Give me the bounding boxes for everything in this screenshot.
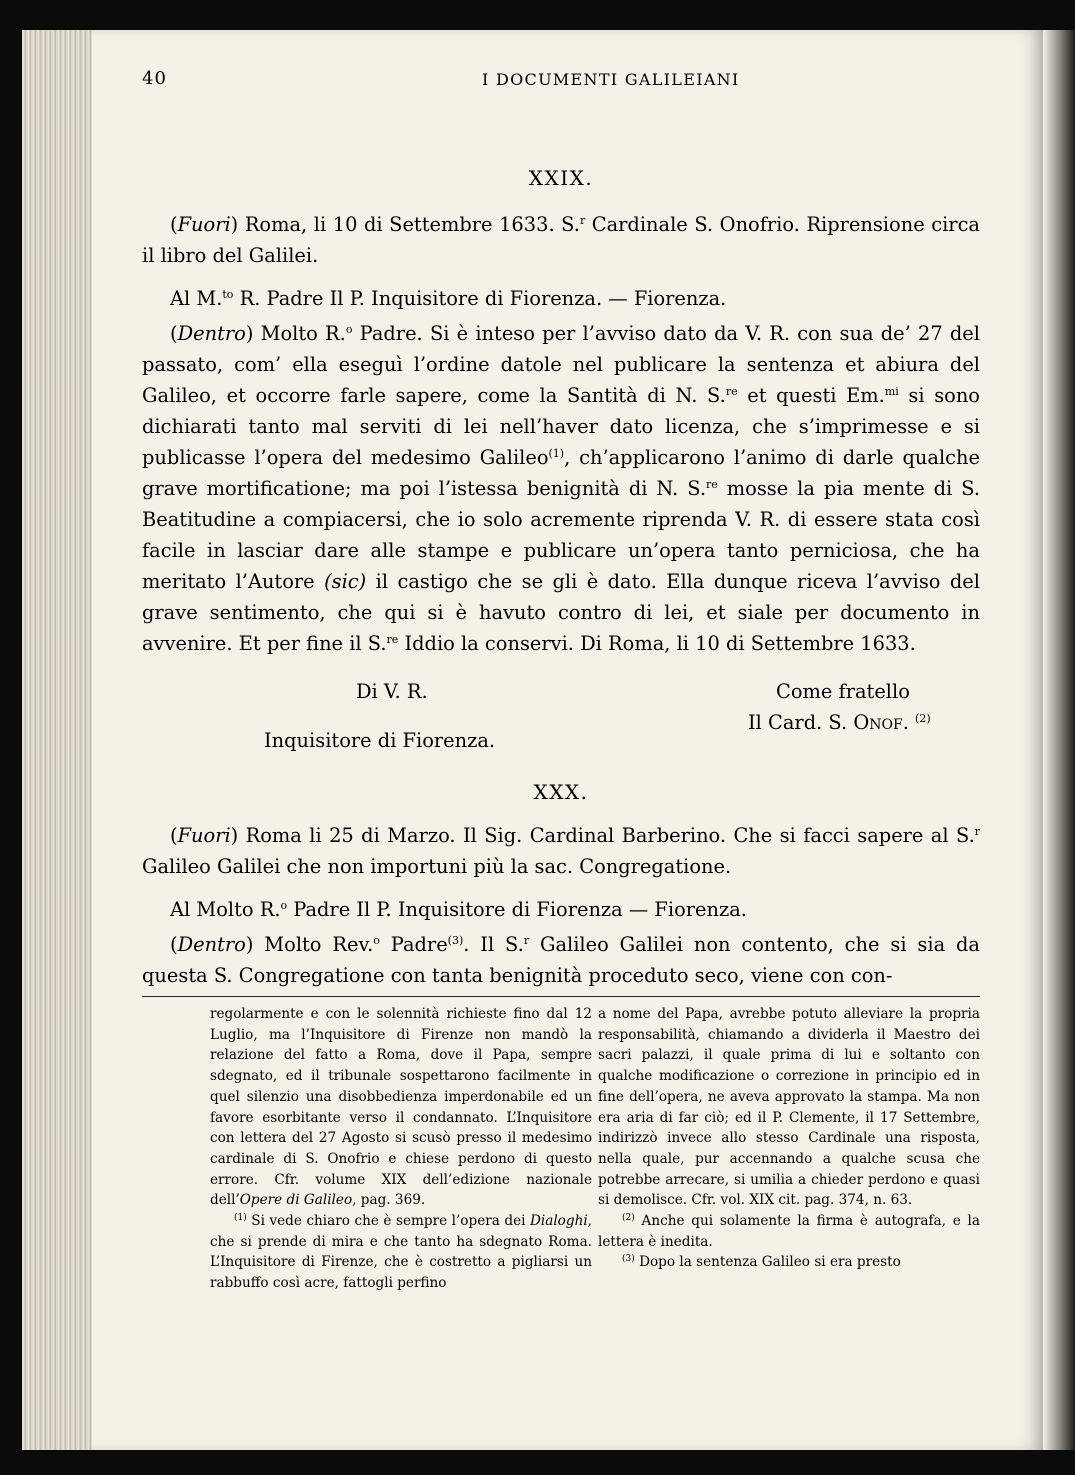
body-text: Molto Rev. <box>253 933 374 956</box>
footnote-text: , che si prende di mira e che tanto ha sdegnato Roma. L’Inquisitore di Firenze, che è costretto a pigliarsi un rabbuffo così acre, fattogli perfino <box>210 1213 592 1292</box>
footnote-2 <box>598 1211 980 1252</box>
book-page-edges <box>22 30 102 1450</box>
footnote-mark: (1) <box>234 1213 247 1224</box>
superscript: o <box>345 323 353 336</box>
superscript: o <box>280 899 288 912</box>
sic-note: (sic) <box>324 570 367 593</box>
superscript: to <box>222 288 234 301</box>
superscript: r <box>579 214 586 227</box>
address-text-2: Padre Il P. Inquisitore di Fiorenza — Fiorenza. <box>287 898 747 921</box>
body-text: , ch’applicarono l’animo di darle qualche grave mortificatione; ma poi l’istessa benignità di N. S. <box>142 446 980 500</box>
signature-name: Onof. <box>853 711 909 734</box>
superscript: r <box>523 934 530 947</box>
signature-right-2 <box>748 707 931 738</box>
dentro-label: Dentro <box>177 322 246 345</box>
doc29-summary-text: Roma, li 10 di Settembre 1633. S. <box>238 213 580 236</box>
doc29-body: (Dentro) Molto R.$^o$ Padre. Si è inteso per l’avviso dato da V. R. con sua de’ 27 del passato, com’ ella eseguì l’ordine datole nel publicare la sentenza et abiura del Galileo, et occorre farle sapere, come la Santità di N. S.$^{re}$ et questi Em.$^{mi}$ si sono dichiarati tanto mal serviti di lei nell’haver dato licenza, che s’imprimesse e si publicasse l’opera del medesimo Galileo$^{(1)}$, ch’applicarono l’animo di darle qualche grave mortificatione; ma poi l’istessa benignità di N. S.$^{re}$ mosse la pia mente di S. Beatitudine a compiacersi, che io solo acremente riprenda V. R. di essere stata così facile in lasciar dare alle stampe e publicare un’opera tanto perniciosa, che ha meritato l’Autore (sic) il castigo che se gli è dato. Ella dunque riceva l’avviso del grave sentimento, che qui si è havuto contro di lei, et siale per documento in avvenire. Et per fine il S.$^{re}$ Iddio la conservi. Di Roma, li 10 di Settembre 1633. <box>142 322 980 655</box>
doc29-summary: (Fuori) Roma, li 10 di Settembre 1633. S.$^r$ Cardinale S. Onofrio. Riprensione circa il libro del Galilei. <box>142 213 980 267</box>
footnote-mark: (2) <box>622 1213 635 1224</box>
footnote-text: regolarmente e con le solennità richieste fino dal 12 Luglio, ma l’Inquisitore di Firenze non mandò la relazione del fatto a Roma, dove il Papa, sempre sdegnato, ed il tribunale sospettarono facilmente in quel silenzio una disobbedienza imperdonabile ed un favore esorbitante verso il condannato. L’Inquisitore con lettera del 27 Agosto si scusò presso il medesimo cardinale di S. Onofrio e chiese perdono di questo errore. Cfr. volume XIX dell’edizione nazionale dell’ <box>210 1006 592 1209</box>
signature-left-1: Di V. R. <box>356 680 428 703</box>
superscript: mi <box>884 385 899 398</box>
running-title: I DOCUMENTI GALILEIANI <box>482 70 740 89</box>
footnote-text: Si vede chiaro che è sempre l’opera dei <box>246 1213 530 1230</box>
footnote-continuation <box>210 1004 592 1211</box>
doc30-summary-text-2: Galileo Galilei che non importuni più la sac. Congregatione. <box>142 855 732 878</box>
body-text: si sono dichiarati tanto mal serviti di lei nell’haver dato licenza, che s’imprimesse e si publicasse l’opera del medesimo Galileo <box>142 384 980 469</box>
footnote-text: Dopo la sentenza Galileo si era presto <box>634 1254 901 1271</box>
footnote-mark: (3) <box>622 1254 635 1265</box>
doc29-address <box>142 283 980 314</box>
superscript: r <box>974 825 980 838</box>
body-text: Molto R. <box>253 322 346 345</box>
binding-shadow <box>1043 30 1075 1450</box>
fuori-label: Fuori <box>177 824 231 847</box>
footnote-3 <box>598 1252 980 1273</box>
address-text: Al M. <box>170 287 223 310</box>
footnote-italic: Opere di Galileo <box>239 1192 353 1209</box>
body-text: Padre. Si è inteso per l’avviso dato da V. R. con sua de’ 27 del passato, com’ ella eseguì l’ordine datole nel publicare la sentenza et abiura del Galileo, et occorre farle sapere, come la Santità di N. S. <box>142 322 980 407</box>
footnote-continuation: a nome del Papa, avrebbe potuto alleviare la propria responsabilità, chiamando a dividerla il Maestro dei sacri palazzi, il quale prima di lui e soltanto con qualche modificazione o correzione in principio ed in fine dell’opera, ne aveva approvato la stampa. Ma non era aria di far ciò; ed il P. Clemente, il 17 Settembre, indirizzò invece allo stesso Cardinale una risposta, nella quale, pur accennando a qualche scusa che potrebbe arrecare, si umilia a chieder perdono e quasi si demolisce. Cfr. vol. XIX cit. pag. 374, n. 63. <box>598 1006 980 1209</box>
doc30-summary: (Fuori) Roma li 25 di Marzo. Il Sig. Cardinal Barberino. Che si facci sapere al S.$^r$ Galileo Galilei che non importuni più la sac. Congregatione. <box>142 824 980 878</box>
body-text: Iddio la conservi. Di Roma, li 10 di Settembre 1633. <box>398 632 916 655</box>
footnote-ref: (2) <box>915 712 931 725</box>
signature-right-1: Come fratello <box>776 680 910 703</box>
signature-left-2: Inquisitore di Fiorenza. <box>264 729 496 752</box>
footnote-text: , pag. 369. <box>352 1192 426 1209</box>
body-text: Padre <box>379 933 448 956</box>
footnote-italic: Dialoghi <box>529 1213 588 1230</box>
dentro-label: Dentro <box>177 933 246 956</box>
footnote-ref: (1) <box>548 447 565 460</box>
footnote-text: Anche qui solamente la firma è autografa, e la lettera è inedita. <box>598 1213 980 1250</box>
address-text-2: R. Padre Il P. Inquisitore di Fiorenza. — Fiorenza. <box>233 287 727 310</box>
superscript: re <box>725 385 738 398</box>
body-text: et questi Em. <box>737 384 885 407</box>
superscript: o <box>373 934 380 947</box>
footnote-divider <box>142 996 980 997</box>
footnotes-right-column <box>598 1004 980 1273</box>
body-text: il castigo che se gli è dato. Ella dunque riceva l’avviso del grave sentimento, che qui si è havuto contro di lei, et siale per documento in avvenire. Et per fine il S. <box>142 570 980 655</box>
doc30-summary-text: Roma li 25 di Marzo. Il Sig. Cardinal Barberino. Che si facci sapere al S. <box>238 824 975 847</box>
body-text: Galileo Galilei non contento, che si sia da questa S. Congregatione con tanta benignità proceduto seco, viene con con- <box>142 933 980 987</box>
body-text: mosse la pia mente di S. Beatitudine a compiacersi, che io solo acremente riprenda V. R. di essere stata così facile in lasciar dare alle stampe e publicare un’opera tanto perniciosa, che ha meritato l’Autore <box>142 477 980 593</box>
address-text: Al Molto R. <box>170 898 281 921</box>
page-number: 40 <box>142 68 167 89</box>
doc29-summary-text-2: Cardinale S. Onofrio. Riprensione circa il libro del Galilei. <box>142 213 980 267</box>
document-heading-xxx: XXX. <box>533 780 589 804</box>
doc30-address <box>142 894 980 925</box>
superscript: re <box>386 633 399 646</box>
superscript: re <box>706 478 718 491</box>
document-heading-xxix: XXIX. <box>528 166 594 190</box>
footnote-ref: (3) <box>447 934 464 947</box>
fuori-label: Fuori <box>177 213 231 236</box>
body-text: . Il S. <box>463 933 524 956</box>
footnote-1 <box>210 1211 592 1294</box>
doc30-body: (Dentro) Molto Rev.$^o$ Padre$^{(3)}$. Il S.$^r$ Galileo Galilei non contento, che si sia da questa S. Congregatione con tanta benignità proceduto seco, viene con con- <box>142 933 980 987</box>
footnotes-left-column <box>210 1004 592 1294</box>
signature-text: Il Card. S. <box>748 711 854 734</box>
